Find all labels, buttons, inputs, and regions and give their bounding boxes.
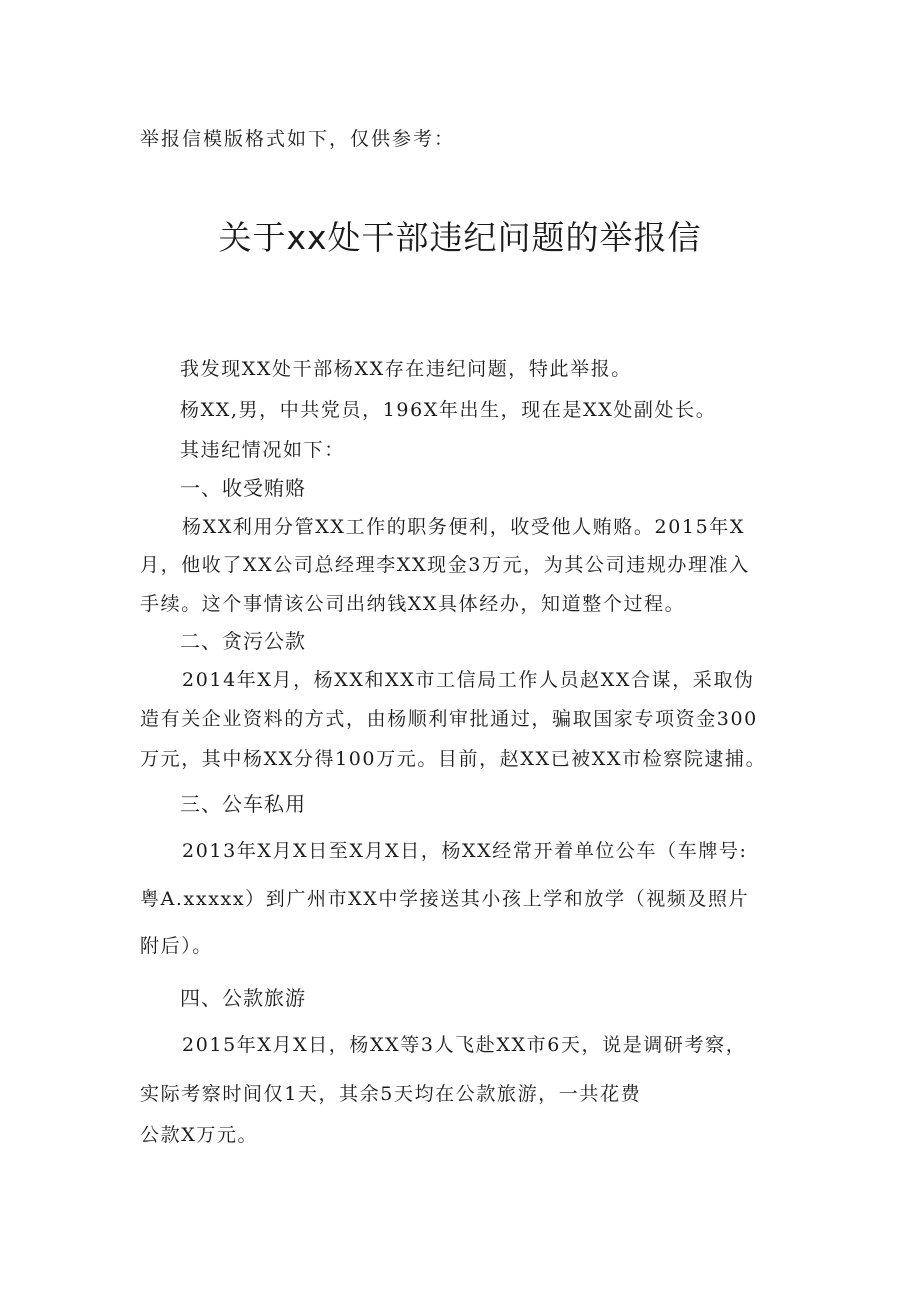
section-paragraph-line: 造有关企业资料的方式，由杨顺利审批通过，骗取国家专项资金300 [140,708,758,730]
section-heading: 二、贪污公款 [180,629,306,653]
section-paragraph-line: 月，他收了XX公司总经理李XX现金3万元，为其公司违规办理准入 [140,554,750,576]
section-paragraph-line: 杨XX利用分管XX工作的职务便利，收受他人贿赂。2015年X [182,516,745,538]
opening-line: 其违纪情况如下： [180,439,345,461]
section-paragraph-line: 手续。这个事情该公司出纳钱XX具体经办，知道整个过程。 [140,593,686,615]
letter-title: 关于xx处干部违纪问题的举报信 [218,218,702,257]
section-heading: 一、收受贿赂 [180,476,306,500]
opening-line: 我发现XX处干部杨XX存在违纪问题，特此举报。 [180,358,632,380]
section-paragraph-line: 附后）。 [140,935,213,957]
section-paragraph-line: 粤A.xxxxx）到广州市XX中学接送其小孩上学和放学（视频及照片 [140,888,750,910]
section-paragraph-line: 2015年X月X日，杨XX等3人飞赴XX市6天，说是调研考察， [182,1034,747,1056]
section-heading: 三、公车私用 [180,792,306,816]
section-paragraph-line: 实际考察时间仅1天，其余5天均在公款旅游，一共花费 [140,1083,642,1105]
section-paragraph-line: 2013年X月X日至X月X日，杨XX经常开着单位公车（车牌号: [182,840,748,862]
section-paragraph-line: 万元，其中杨XX分得100万元。目前，赵XX已被XX市检察院逮捕。 [140,748,767,770]
opening-line: 杨XX,男，中共党员，196X年出生，现在是XX处副处长。 [180,399,717,421]
intro-text: 举报信模版格式如下，仅供参考： [140,128,456,150]
section-paragraph-line: 公款X万元。 [140,1124,259,1146]
section-paragraph-line: 2014年X月，杨XX和XX市工信局工作人员赵XX合谋，采取伪 [182,669,755,691]
section-heading: 四、公款旅游 [180,986,306,1010]
